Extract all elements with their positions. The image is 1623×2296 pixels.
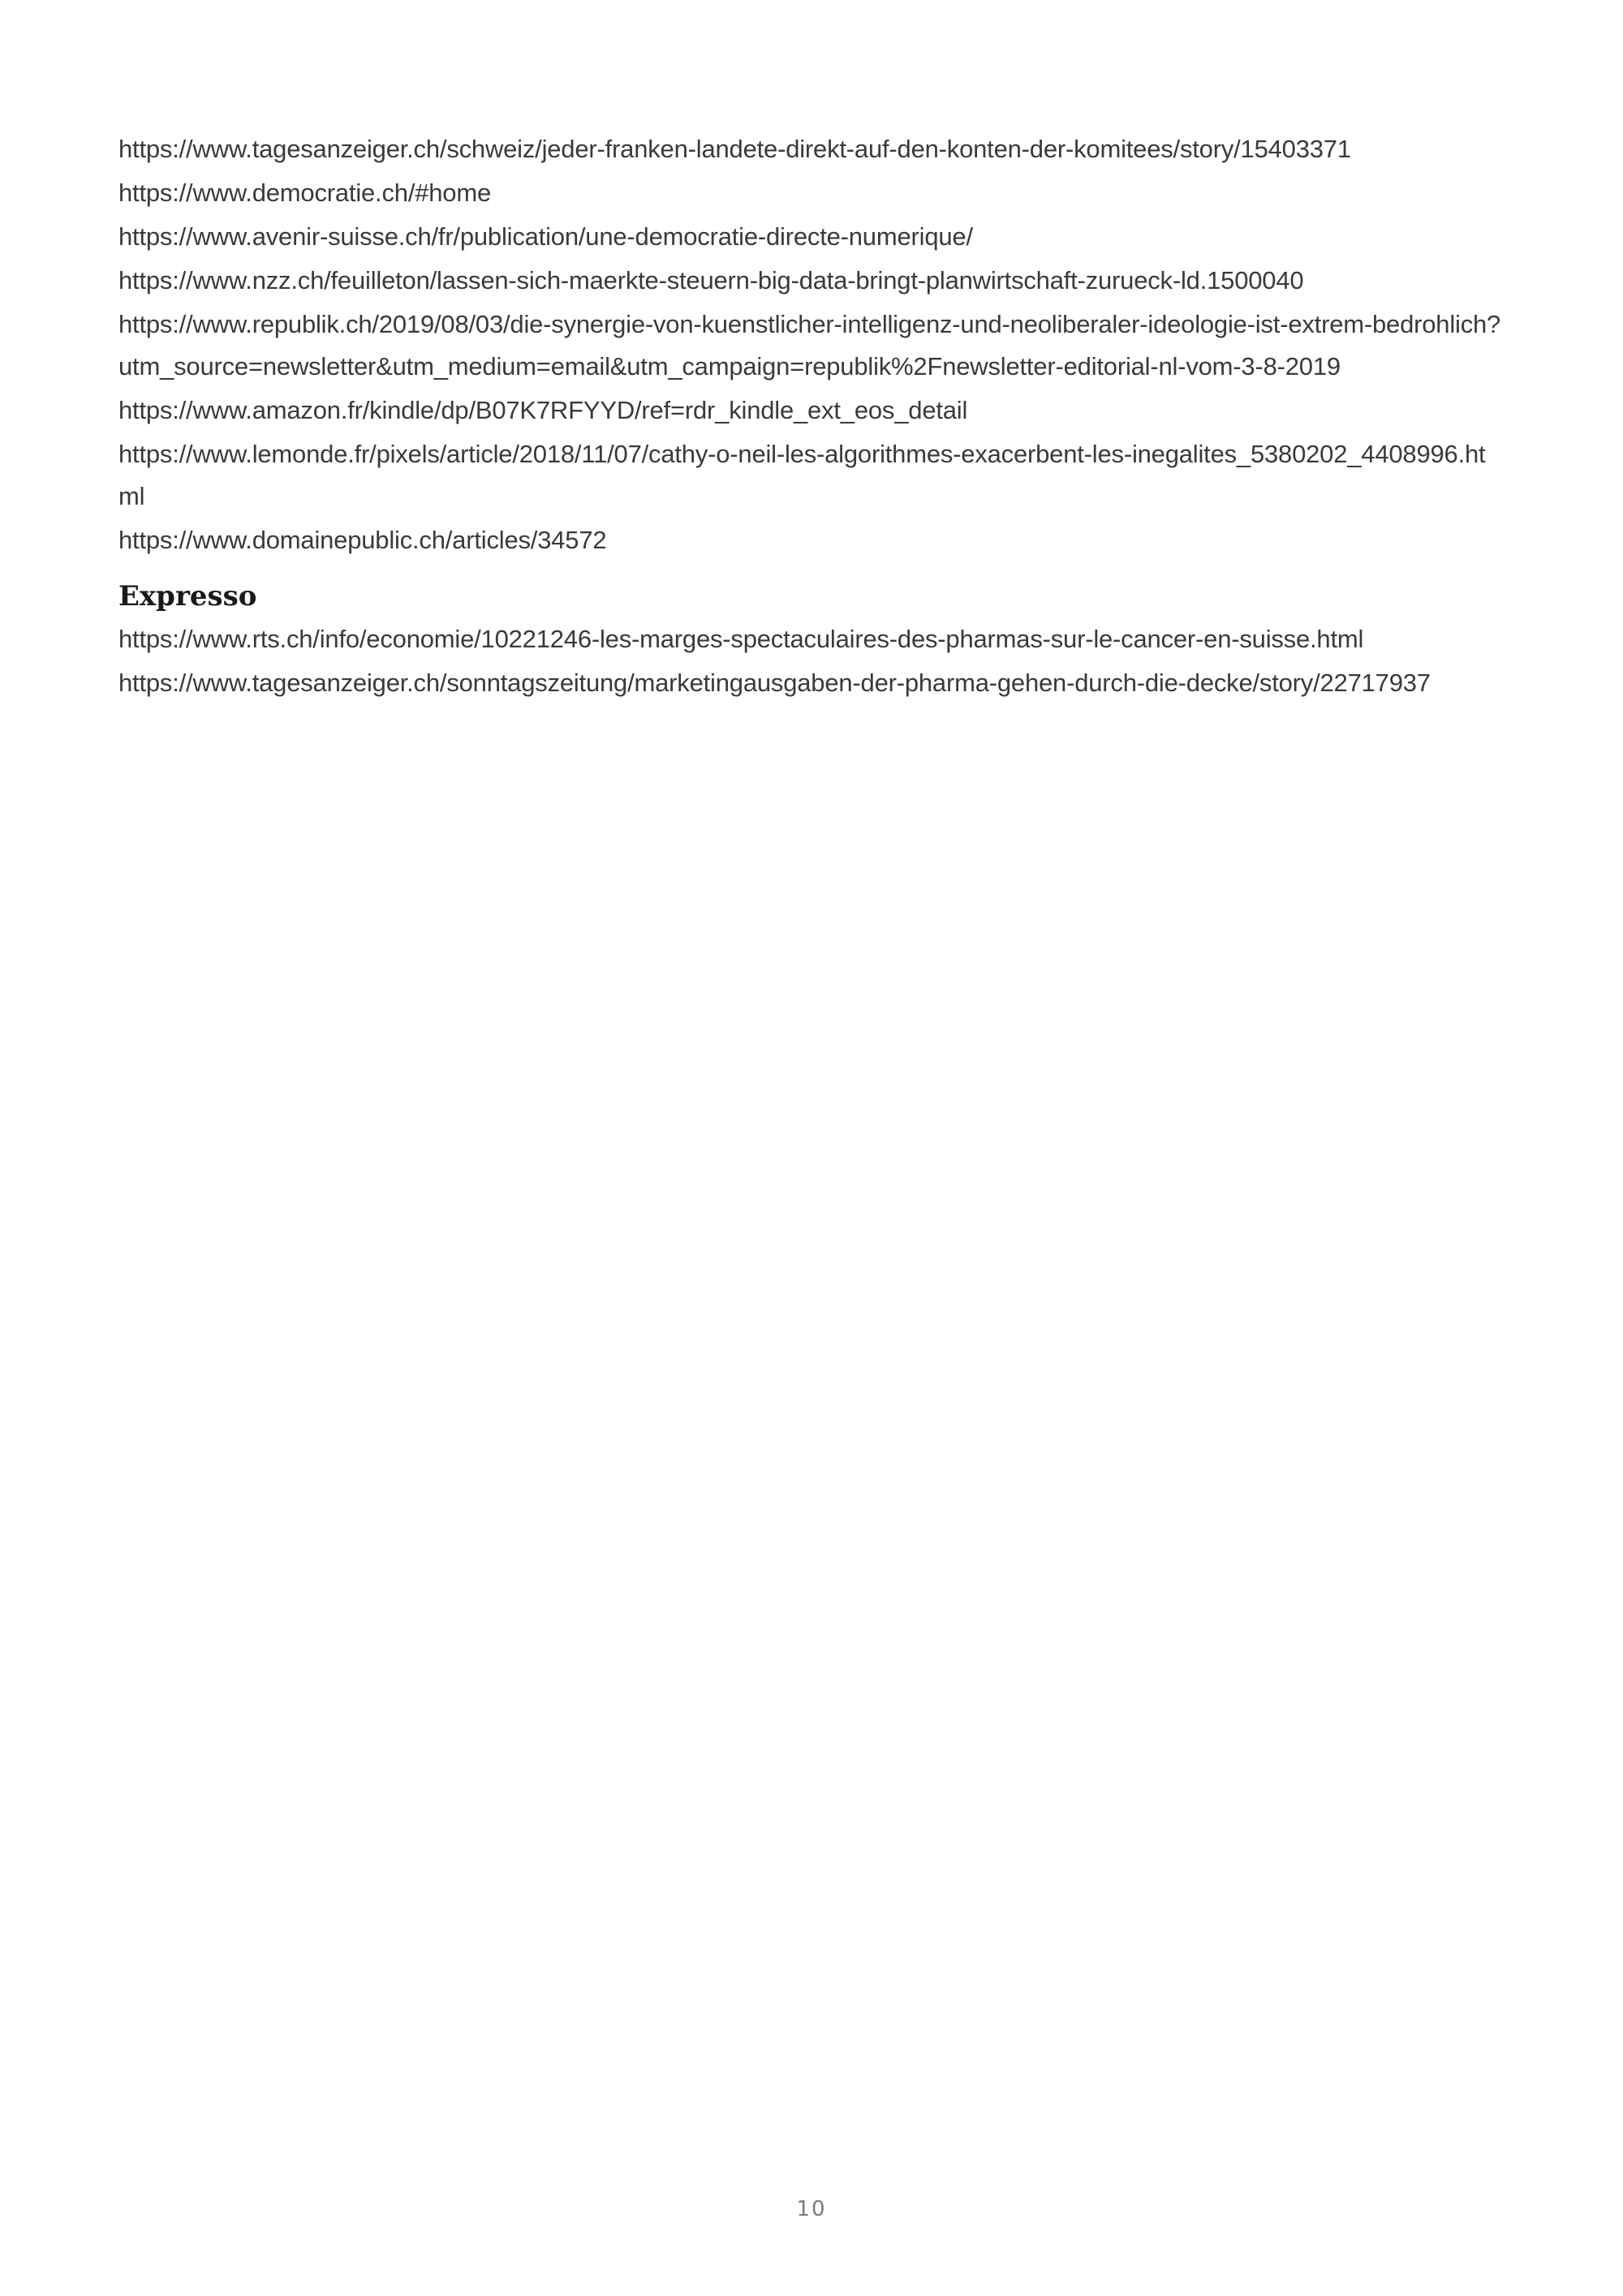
source-link[interactable]: https://www.amazon.fr/kindle/dp/B07K7RFYYD/ref=rdr_kindle_ext_eos_detail (118, 396, 968, 424)
source-link[interactable]: https://www.avenir-suisse.ch/fr/publication/une-democratie-directe-numerique/ (118, 222, 973, 251)
source-link[interactable]: https://www.democratie.ch/#home (118, 178, 492, 207)
expresso-link[interactable]: https://www.tagesanzeiger.ch/sonntagszeitung/marketingausgaben-der-pharma-gehen-durch-die-decke/story/22717937 (118, 669, 1431, 697)
page-number: 10 (796, 2197, 827, 2221)
source-link[interactable]: https://www.nzz.ch/feuilleton/lassen-sich-maerkte-steuern-big-data-bringt-planwirtschaft-zurueck-ld.1500040 (118, 266, 1304, 295)
section-heading-expresso: Expresso (118, 580, 257, 613)
expresso-links-list (118, 618, 1506, 704)
page-content (118, 128, 1506, 706)
source-links-list (118, 128, 1506, 561)
source-link[interactable]: https://www.republik.ch/2019/08/03/die-synergie-von-kuenstlicher-intelligenz-und-neoliberaler-ideologie-ist-extrem-bedrohlich?utm_source=newsletter&utm_medium=email&utm_campaign=republik%2Fnewsletter-editorial-nl-vom-3-8-2019 (118, 310, 1501, 381)
expresso-link[interactable]: https://www.rts.ch/info/economie/10221246-les-marges-spectaculaires-des-pharmas-sur-le-cancer-en-suisse.html (118, 625, 1364, 653)
source-link[interactable]: https://www.lemonde.fr/pixels/article/2018/11/07/cathy-o-neil-les-algorithmes-exacerbent-les-inegalites_5380202_4408996.html (118, 440, 1486, 510)
source-link[interactable]: https://www.domainepublic.ch/articles/34572 (118, 526, 607, 554)
source-link[interactable]: https://www.tagesanzeiger.ch/schweiz/jeder-franken-landete-direkt-auf-den-konten-der-komitees/story/15403371 (118, 135, 1351, 163)
